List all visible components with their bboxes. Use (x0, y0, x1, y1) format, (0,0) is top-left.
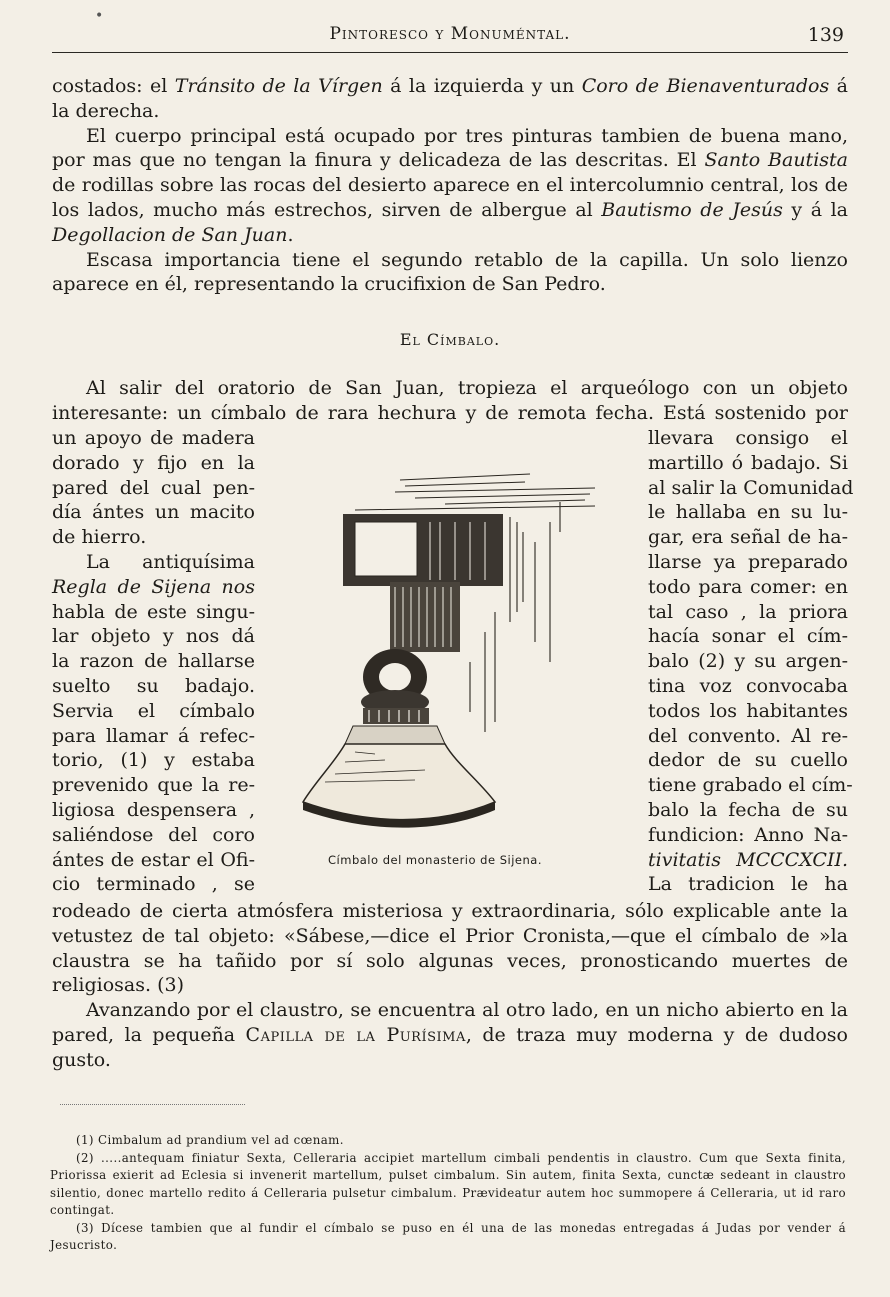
column-line: martillo ó badajo. Si (648, 451, 848, 474)
footnote: (3) Dícese tambien que al fundir el címbalo se puso en él una de las monedas entregadas á Judas por vender á Jesucristo. (50, 1220, 846, 1252)
left-column (52, 426, 255, 897)
column-line: pared del cual pen- (52, 476, 255, 499)
column-line: cio terminado , se (52, 873, 255, 896)
footnotes (50, 1132, 846, 1255)
running-title: Pintoresco y Monuméntal. (329, 24, 571, 44)
painting-title: Degollacion de San Juan (52, 223, 288, 246)
column-line: tiene grabado el cím- (648, 774, 853, 797)
column-line: gar, era señal de ha- (648, 526, 848, 549)
footnote: (2) .....antequam finiatur Sexta, Celleraria accipiet martellum cimbali pendentis in claustro. Cum que Sexta finita, Priorissa exierit ad Eclesia si invenerit martellum, pulset cimbalum. Sin autem, finita Sexta, cunctæ sedeant in claustro silentio, donec martello redito á Celleraria pulsetur cimbalum. Prævideatur autem hoc summopere á Celleraria, ut id raro contingat. (50, 1150, 846, 1217)
column-line: tivitatis MCCCXCII. (648, 848, 848, 871)
painting-title: Santo Bautista (704, 149, 848, 172)
intro-text: á la derecha. (52, 75, 848, 122)
column-line: balo la fecha de su (648, 798, 848, 821)
cymbal-tradition (52, 899, 848, 1073)
column-line: lar objeto y nos dá (52, 625, 255, 648)
cymbal-engraving (295, 462, 605, 852)
column-line: Regla de Sijena nos (52, 575, 255, 598)
body-text: . (287, 223, 294, 246)
column-line: la razon de hallarse (52, 650, 255, 673)
body-text: de rodillas sobre las rocas del desierto aparece en el intercolumnio central, los de los lados, mucho más estrechos, sirven de albergue al (52, 174, 848, 221)
column-line: tina voz convocaba (648, 674, 848, 697)
column-line: día ántes un macito (52, 501, 255, 524)
paragraph-second-altarpiece: Escasa importancia tiene el segundo retablo de la capilla. Un solo lienzo aparece en él, representando la crucifixion de San Pedro. (52, 248, 848, 296)
column-line: Servia el címbalo (52, 699, 255, 722)
footnote: (1) Cimbalum ad prandium vel ad cœnam. (76, 1133, 344, 1147)
column-line: balo (2) y su argen- (648, 650, 848, 673)
column-line: para llamar á refec- (52, 724, 255, 747)
body-text: y á la (782, 198, 848, 221)
section-title: El Címbalo. (399, 330, 501, 349)
column-line: todos los habitantes (648, 699, 848, 722)
figure-caption: Címbalo del monasterio de Sijena. (328, 853, 542, 867)
running-header (52, 18, 848, 53)
column-line: llevara consigo el (648, 427, 848, 449)
paragraph-chapel (52, 998, 848, 1072)
column-line: ligiosa despensera , (52, 798, 255, 821)
intro-text: costados: el (52, 75, 175, 97)
column-line: torio, (1) y estaba (52, 749, 255, 772)
column-line: dedor de su cuello (648, 749, 848, 772)
paragraph-main-body (52, 124, 848, 248)
intro-text: á la izquierda y un (382, 75, 582, 97)
body-text: El cuerpo principal está ocupado por tres pinturas tambien de buena mano, por mas que no tengan la finura y delicadeza de las descritas. El (52, 124, 848, 172)
column-line: todo para comer: en (648, 575, 848, 598)
chapel-name: Capilla de la Purísima (245, 1023, 466, 1046)
body-line: Al salir del oratorio de San Juan, tropieza el arqueólogo con un objeto (86, 377, 848, 399)
painting-title: Bautismo de Jesús (601, 198, 783, 221)
right-column (648, 426, 854, 897)
column-line: del convento. Al re- (648, 724, 848, 747)
column-line: dorado y fijo en la (52, 451, 255, 474)
column-line: La tradicion le ha (648, 873, 848, 896)
column-line: saliéndose del coro (52, 823, 255, 846)
bell-illustration (295, 462, 605, 852)
column-line: habla de este singu- (52, 600, 255, 623)
column-line: le hallaba en su lu- (648, 501, 848, 524)
column-line: hacía sonar el cím- (648, 625, 848, 648)
column-line: un apoyo de madera (52, 427, 255, 449)
painting-title: Coro de Bienaventurados (581, 75, 830, 97)
column-line: ántes de estar el Ofi- (52, 848, 255, 871)
footnote-divider (60, 1100, 245, 1105)
column-line: suelto su badajo. (52, 674, 255, 697)
column-line: tal caso , la priora (648, 600, 848, 623)
page-number: 139 (807, 24, 844, 46)
column-line: al salir la Comunidad (648, 476, 854, 499)
intro-paragraph (52, 74, 848, 297)
column-line: prevenido que la re- (52, 774, 255, 797)
painting-title: Tránsito de la Vírgen (174, 75, 383, 97)
column-line: fundicion: Anno Na- (648, 823, 848, 846)
body-line: interesante: un címbalo de rara hechura y de remota fecha. Está sostenido por (52, 401, 848, 424)
body-text: rodeado de cierta atmósfera misteriosa y extraordinaria, sólo explicable ante la vetustez de tal objeto: «Sábese,—dice el Prior Cronista,—que el címbalo de »la claustra se ha tañido por sí solo algunas veces, pronosticando muertes de religiosas. (3) (52, 900, 848, 997)
cymbal-intro (52, 376, 848, 426)
column-line: llarse ya preparado (648, 550, 848, 573)
column-line: de hierro. (52, 526, 147, 549)
body-text: Avanzando por el claustro, se encuentra al otro lado, en un nicho abierto en la pared, la pequeña (52, 999, 848, 1046)
column-line: La antiquísima (86, 550, 255, 573)
page-mark: • (95, 8, 104, 24)
body-text: , de traza muy moderna y de dudoso gusto. (52, 1023, 848, 1071)
